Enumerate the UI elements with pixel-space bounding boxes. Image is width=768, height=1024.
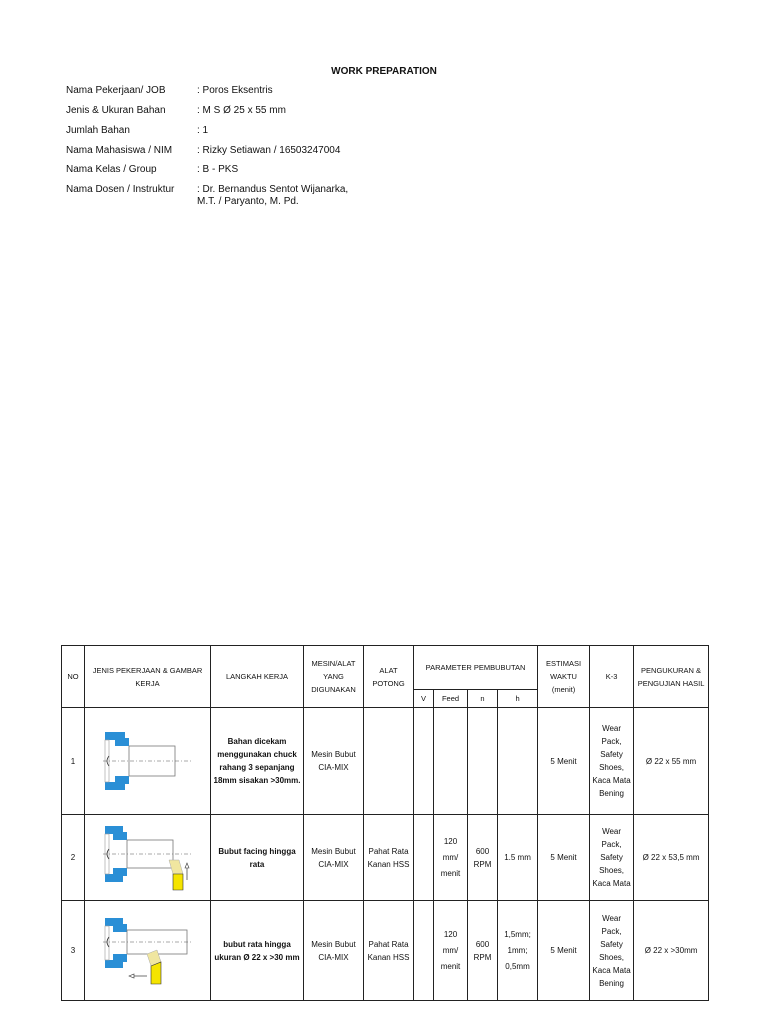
info-value: : B - PKS	[197, 164, 239, 175]
cell-estimasi: 5 Menit	[538, 901, 590, 1001]
table-row	[62, 815, 709, 901]
cell-pengukuran: Ø 22 x 53,5 mm	[634, 815, 709, 901]
cell-k3: Wear Pack, Safety Shoes, Kaca Mata Bening	[590, 901, 634, 1001]
table-row	[62, 901, 709, 1001]
info-label: Jenis & Ukuran Bahan	[66, 105, 166, 116]
cell-v	[414, 708, 434, 815]
cell-estimasi: 5 Menit	[538, 708, 590, 815]
info-value: : Rizky Setiawan / 16503247004	[197, 145, 341, 156]
cell-no: 2	[62, 815, 85, 901]
turning-sketch	[103, 914, 193, 988]
cell-alat: Pahat Rata Kanan HSS	[364, 901, 414, 1001]
header-v: V	[414, 690, 434, 708]
header-no: NO	[62, 646, 85, 708]
cell-feed: 120 mm/ menit	[434, 815, 468, 901]
header-h: h	[498, 690, 538, 708]
cell-n	[468, 708, 498, 815]
cell-v	[414, 815, 434, 901]
info-label: Nama Mahasiswa / NIM	[66, 145, 173, 156]
cell-pengukuran: Ø 22 x >30mm	[634, 901, 709, 1001]
cell-langkah: Bahan dicekam menggunakan chuck rahang 3 sepanjang 18mm sisakan >30mm.	[211, 708, 304, 815]
info-label: Nama Pekerjaan/ JOB	[66, 85, 166, 96]
cell-gambar	[85, 708, 211, 815]
info-label: Jumlah Bahan	[66, 125, 130, 136]
info-value: : M S Ø 25 x 55 mm	[197, 105, 286, 116]
cell-pengukuran: Ø 22 x 55 mm	[634, 708, 709, 815]
cell-h: 1.5 mm	[498, 815, 538, 901]
cell-estimasi: 5 Menit	[538, 815, 590, 901]
cell-feed	[434, 708, 468, 815]
header-jenis: JENIS PEKERJAAN & GAMBAR KERJA	[85, 646, 211, 708]
chuck-workpiece-sketch	[103, 728, 193, 794]
cell-gambar	[85, 901, 211, 1001]
cell-v	[414, 901, 434, 1001]
header-k3: K-3	[590, 646, 634, 708]
cell-k3: Wear Pack, Safety Shoes, Kaca Mata	[590, 815, 634, 901]
cell-langkah: bubut rata hingga ukuran Ø 22 x >30 mm	[211, 901, 304, 1001]
cell-feed: 120 mm/ menit	[434, 901, 468, 1001]
header-pengukuran: PENGUKURAN & PENGUJIAN HASIL	[634, 646, 709, 708]
cell-h	[498, 708, 538, 815]
header-langkah: LANGKAH KERJA	[211, 646, 304, 708]
facing-sketch	[103, 822, 193, 894]
info-label: Nama Kelas / Group	[66, 164, 157, 175]
cell-alat	[364, 708, 414, 815]
cell-langkah: Bubut facing hingga rata	[211, 815, 304, 901]
page-title: WORK PREPARATION	[331, 66, 437, 77]
table-row	[62, 708, 709, 815]
work-preparation-table	[61, 645, 709, 1001]
info-value: : 1	[197, 125, 209, 136]
cell-n: 600 RPM	[468, 815, 498, 901]
cell-mesin: Mesin Bubut CIA-MIX	[304, 815, 364, 901]
cell-gambar	[85, 815, 211, 901]
header-row	[62, 646, 709, 690]
cell-n: 600 RPM	[468, 901, 498, 1001]
cell-mesin: Mesin Bubut CIA-MIX	[304, 901, 364, 1001]
cell-k3: Wear Pack, Safety Shoes, Kaca Mata Bening	[590, 708, 634, 815]
header-mesin: MESIN/ALAT YANG DIGUNAKAN	[304, 646, 364, 708]
header-n: n	[468, 690, 498, 708]
info-value: : Poros Eksentris	[197, 85, 273, 96]
header-alat: ALAT POTONG	[364, 646, 414, 708]
info-label: Nama Dosen / Instruktur	[66, 184, 175, 195]
header-estimasi: ESTIMASI WAKTU (menit)	[538, 646, 590, 708]
cell-no: 3	[62, 901, 85, 1001]
cell-alat: Pahat Rata Kanan HSS	[364, 815, 414, 901]
header-feed: Feed	[434, 690, 468, 708]
header-parameter: PARAMETER PEMBUBUTAN	[414, 646, 538, 690]
info-value: : Dr. Bernandus Sentot Wijanarka,	[197, 184, 349, 195]
cell-no: 1	[62, 708, 85, 815]
cell-h: 1,5mm; 1mm; 0,5mm	[498, 901, 538, 1001]
cell-mesin: Mesin Bubut CIA-MIX	[304, 708, 364, 815]
info-value-line2: M.T. / Paryanto, M. Pd.	[197, 196, 299, 207]
